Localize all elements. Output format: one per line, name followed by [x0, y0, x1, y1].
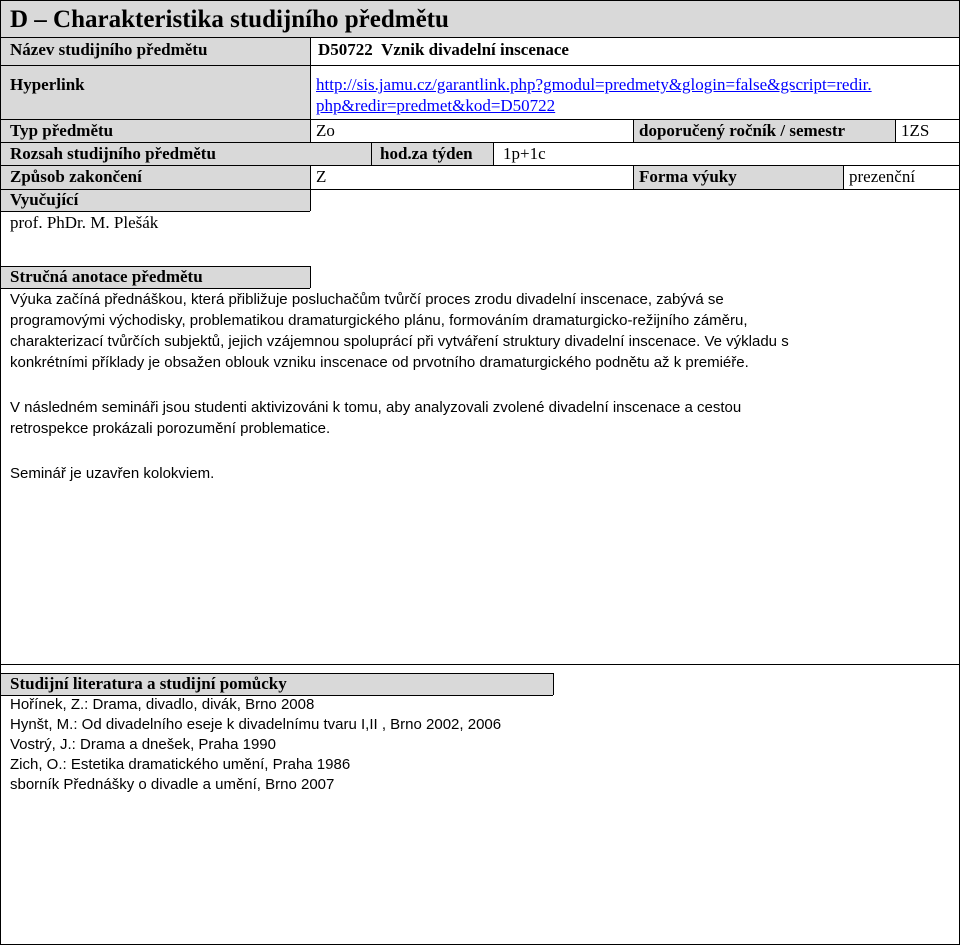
forma-label: Forma výuky [639, 167, 737, 186]
literatura-list [10, 695, 950, 795]
anotace-paragraph-1 [10, 289, 950, 373]
anotace-label: Stručná anotace předmětu [10, 267, 203, 286]
anotace-line: charakterizací tvůrčích subjektů, jejich vzájemnou spoluprácí při vytváření struktury divadelní inscenace. Ve výkladu s [10, 333, 789, 350]
typ-value: Zo [316, 121, 335, 140]
hyperlink-link-continued[interactable]: php&redir=predmet&kod=D50722 [316, 96, 556, 115]
anotace-paragraph-2 [10, 397, 950, 439]
literatura-item: Hynšt, M.: Od divadelního eseje k divadelnímu tvaru I,II , Brno 2002, 2006 [10, 716, 502, 733]
typ-label: Typ předmětu [10, 121, 114, 140]
page-title: D – Charakteristika studijního předmětu [10, 6, 449, 33]
rozsah-label: Rozsah studijního předmětu [10, 144, 216, 163]
anotace-line: konkrétními příklady je obsažen oblouk vzniku inscenace od prvotního dramaturgického podnětu až k premiéře. [10, 354, 749, 371]
vyucujici-label: Vyučující [10, 190, 79, 209]
rocnik-value: 1ZS [901, 121, 930, 140]
anotace-line: Výuka začíná přednáškou, která přibližuje posluchačům tvůrčí proces zrodu divadelní inscenace, zabývá se [10, 291, 724, 308]
vyucujici-value: prof. PhDr. M. Plešák [10, 213, 159, 232]
anotace-line: Seminář je uzavřen kolokviem. [10, 465, 215, 482]
rocnik-label: doporučený ročník / semestr [639, 121, 846, 140]
nazev-label: Název studijního předmětu [10, 40, 208, 59]
literatura-item: Zich, O.: Estetika dramatického umění, Praha 1986 [10, 756, 351, 773]
anotace-paragraph-3 [10, 463, 950, 484]
zpusob-value: Z [316, 167, 327, 186]
zpusob-label: Způsob zakončení [10, 167, 142, 186]
hod-label: hod.za týden [380, 144, 473, 163]
literatura-item: Vostrý, J.: Drama a dnešek, Praha 1990 [10, 736, 276, 753]
hod-value: 1p+1c [503, 144, 546, 163]
anotace-line: V následném semináři jsou studenti aktivizováni k tomu, aby analyzovali zvolené divadelní inscenace a cestou [10, 399, 742, 416]
literatura-label: Studijní literatura a studijní pomůcky [10, 674, 287, 693]
literatura-item: sborník Přednášky o divadle a umění, Brno 2007 [10, 776, 335, 793]
hyperlink-link[interactable]: http://sis.jamu.cz/garantlink.php?gmodul=predmety&glogin=false&gscript=redir. [316, 75, 872, 94]
anotace-line: programovými východisky, problematikou dramaturgického plánu, formováním dramaturgicko-režijního záměru, [10, 312, 748, 329]
nazev-value: D50722 Vznik divadelní inscenace [318, 40, 569, 59]
anotace-line: retrospekce prokázali porozumění problematice. [10, 420, 331, 437]
literatura-item: Hořínek, Z.: Drama, divadlo, divák, Brno 2008 [10, 696, 315, 713]
forma-value: prezenční [849, 167, 916, 186]
hyperlink-label: Hyperlink [10, 75, 85, 94]
